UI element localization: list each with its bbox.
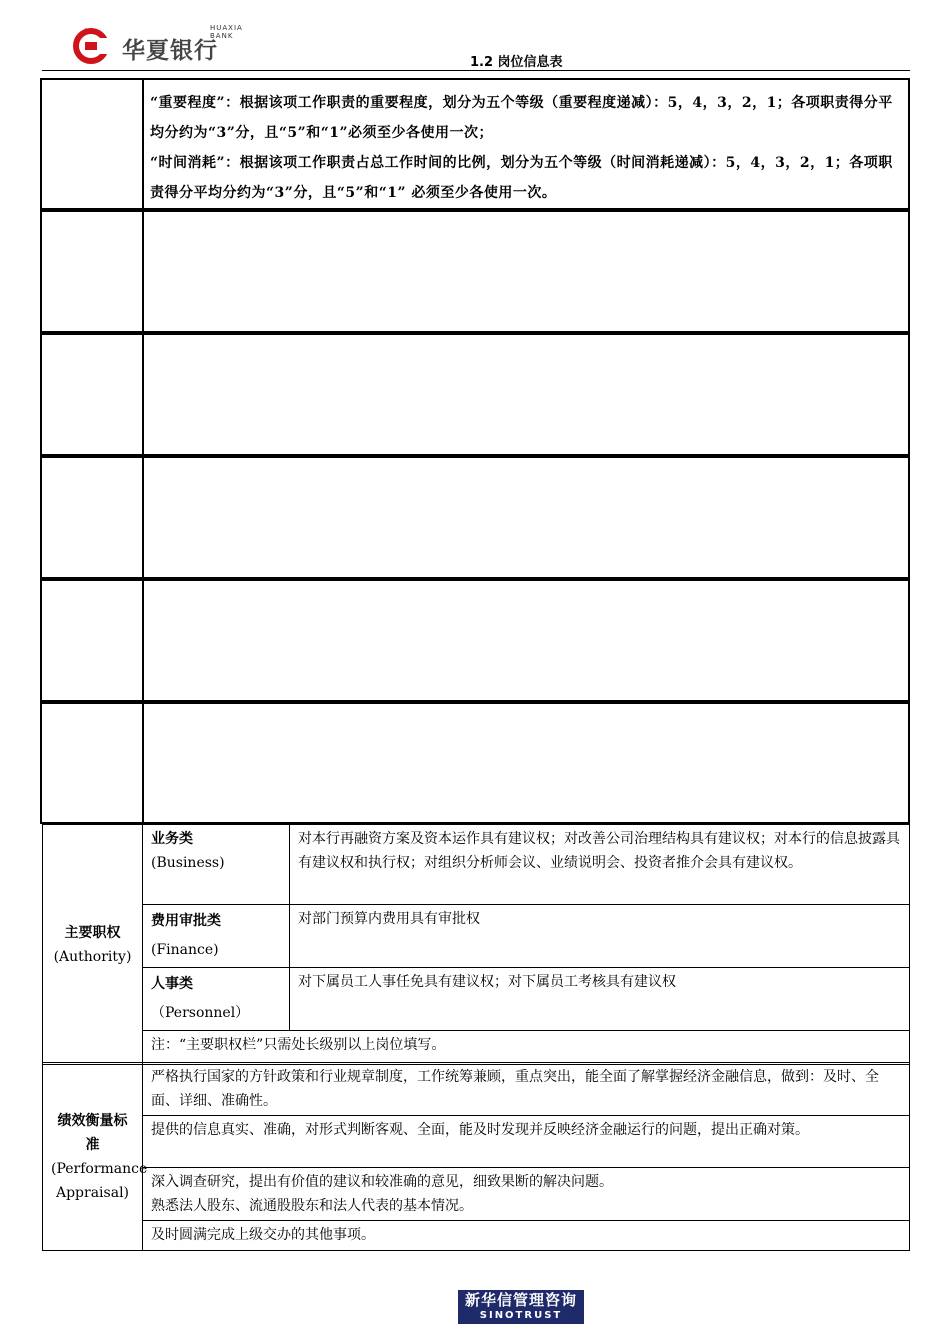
performance-criterion: 严格执行国家的方针政策和行业规章制度，工作统筹兼顾，重点突出，能全面了解掌握经济金融信息，做到：及时、全面、详细、准确性。 bbox=[143, 1063, 910, 1116]
authority-category: 费用审批类 (Finance) bbox=[143, 905, 290, 968]
performance-criterion: 深入调查研究，提出有价值的建议和较准确的意见，细致果断的解决问题。 bbox=[151, 1174, 613, 1190]
document-title: 1.2 岗位信息表 bbox=[470, 55, 563, 70]
authority-note: 注：“主要职权栏”只需处长级别以上岗位填写。 bbox=[143, 1031, 910, 1065]
empty-row-block bbox=[40, 210, 910, 333]
importance-note: “重要程度”：根据该项工作职责的重要程度，划分为五个等级（重要程度递减）：5，4，3，2，1；各项职责得分平均分约为“3”分，且“5”和“1”必须至少各使用一次； bbox=[150, 95, 893, 141]
authority-description: 对下属员工人事任免具有建议权；对下属员工考核具有建议权 bbox=[290, 968, 910, 1031]
performance-table bbox=[42, 1062, 910, 1251]
empty-label-cell bbox=[42, 458, 144, 577]
footer-brand-cn: 新华信管理咨询 bbox=[464, 1291, 577, 1309]
bank-name-en: HUAXIA BANK bbox=[210, 24, 243, 40]
empty-label-cell bbox=[42, 335, 144, 454]
sinotrust-footer-logo bbox=[458, 1290, 584, 1324]
performance-criterion: 提供的信息真实、准确，对形式判断客观、全面，能及时发现并反映经济金融运行的问题，提出正确对策。 bbox=[143, 1116, 910, 1168]
huaxia-bank-logo bbox=[72, 24, 242, 64]
job-info-table bbox=[40, 78, 910, 1246]
authority-label: 主要职权 (Authority) bbox=[43, 825, 143, 1065]
performance-label: 绩效衡量标准 (Performance Appraisal) bbox=[43, 1063, 143, 1251]
performance-criterion: 及时圆满完成上级交办的其他事项。 bbox=[143, 1221, 910, 1251]
footer-brand-en: SINOTRUST bbox=[479, 1310, 563, 1321]
empty-row-block bbox=[40, 333, 910, 456]
rating-note-text bbox=[150, 88, 902, 208]
bank-emblem-icon bbox=[72, 26, 112, 64]
authority-description: 对本行再融资方案及资本运作具有建议权；对改善公司治理结构具有建议权；对本行的信息披露具有建议权和执行权；对组织分析师会议、业绩说明会、投资者推介会具有建议权。 bbox=[290, 825, 910, 905]
empty-label-cell bbox=[42, 581, 144, 700]
authority-description: 对部门预算内费用具有审批权 bbox=[290, 905, 910, 968]
empty-row-block bbox=[40, 579, 910, 702]
authority-category: 业务类 (Business) bbox=[143, 825, 290, 905]
performance-criterion: 熟悉法人股东、流通股股东和法人代表的基本情况。 bbox=[151, 1198, 473, 1214]
authority-table bbox=[42, 824, 910, 1065]
empty-label-cell bbox=[42, 80, 144, 208]
authority-category: 人事类 （Personnel） bbox=[143, 968, 290, 1031]
empty-row-block bbox=[40, 702, 910, 824]
empty-label-cell bbox=[42, 704, 144, 822]
empty-label-cell bbox=[42, 212, 144, 331]
performance-criterion-group bbox=[143, 1168, 910, 1221]
page-header bbox=[0, 0, 950, 80]
header-divider bbox=[42, 70, 910, 71]
bank-name-cn: 华夏银行 bbox=[122, 38, 218, 64]
rating-note-block bbox=[40, 78, 910, 210]
empty-row-block bbox=[40, 456, 910, 579]
time-consumption-note: “时间消耗”：根据该项工作职责占总工作时间的比例，划分为五个等级（时间消耗递减）：5，4，3，2，1；各项职责得分平均分约为“3”分，且“5”和“1” 必须至少各使用一次。 bbox=[150, 155, 893, 201]
